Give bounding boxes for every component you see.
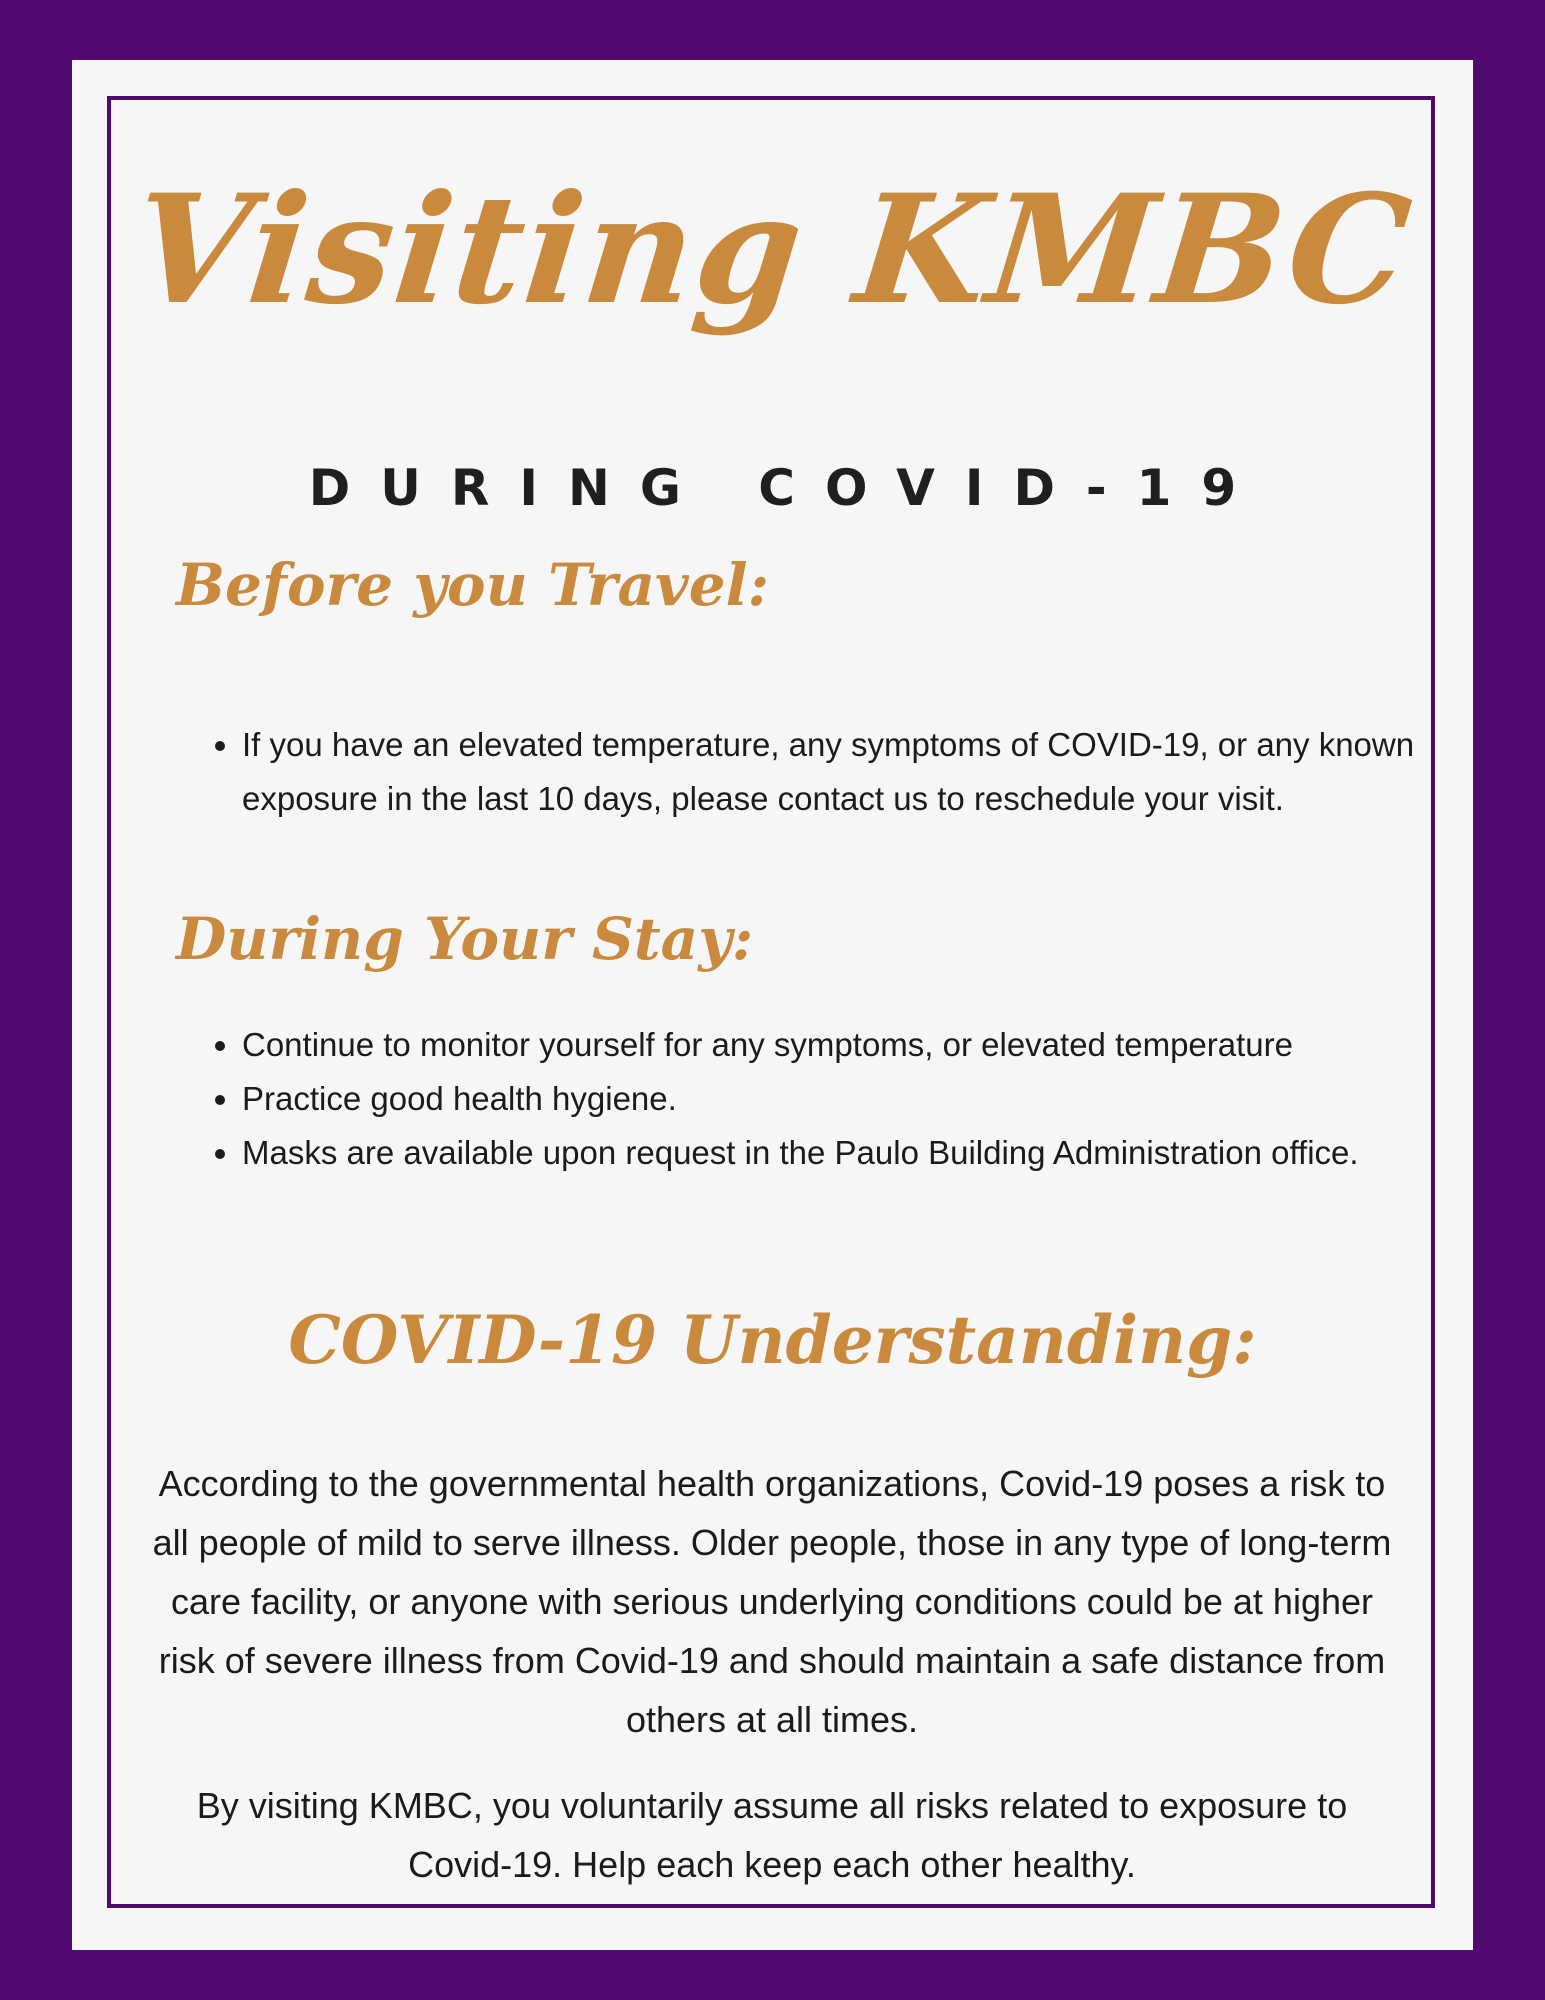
during-stay-heading: During Your Stay: (176, 905, 754, 973)
poster-page (72, 60, 1473, 1950)
list-item: • If you have an elevated temperature, any symptoms of COVID-19, or any known exposure in the last 10 days, please contact us to reschedule your visit. (242, 718, 1422, 826)
assumption-paragraph: By visiting KMBC, you voluntarily assume all risks related to exposure to Covid-19. Help each keep each other healthy. (196, 1785, 1348, 1885)
before-travel-heading: Before you Travel: (176, 551, 770, 619)
understanding-heading: COVID-19 Understanding: (288, 1301, 1257, 1379)
poster-title: Visiting KMBC (125, 162, 1420, 338)
list-item: • Practice good health hygiene. (242, 1072, 1422, 1126)
understanding-paragraph: According to the governmental health organizations, Covid-19 poses a risk to all people of mild to serve illness. Older people, those in any type of long-term care facility, or anyone with serious underlying conditions could be at higher risk of severe illness from Covid-19 and should maintain a safe distance from others at all times. (152, 1463, 1392, 1740)
list-item: • Masks are available upon request in the Paulo Building Administration office. (242, 1126, 1422, 1180)
during-stay-list (202, 1018, 1422, 1180)
before-travel-list (202, 718, 1422, 826)
poster-subtitle: DURING COVID-19 (308, 459, 1267, 517)
list-item: • Continue to monitor yourself for any symptoms, or elevated temperature (242, 1018, 1422, 1072)
